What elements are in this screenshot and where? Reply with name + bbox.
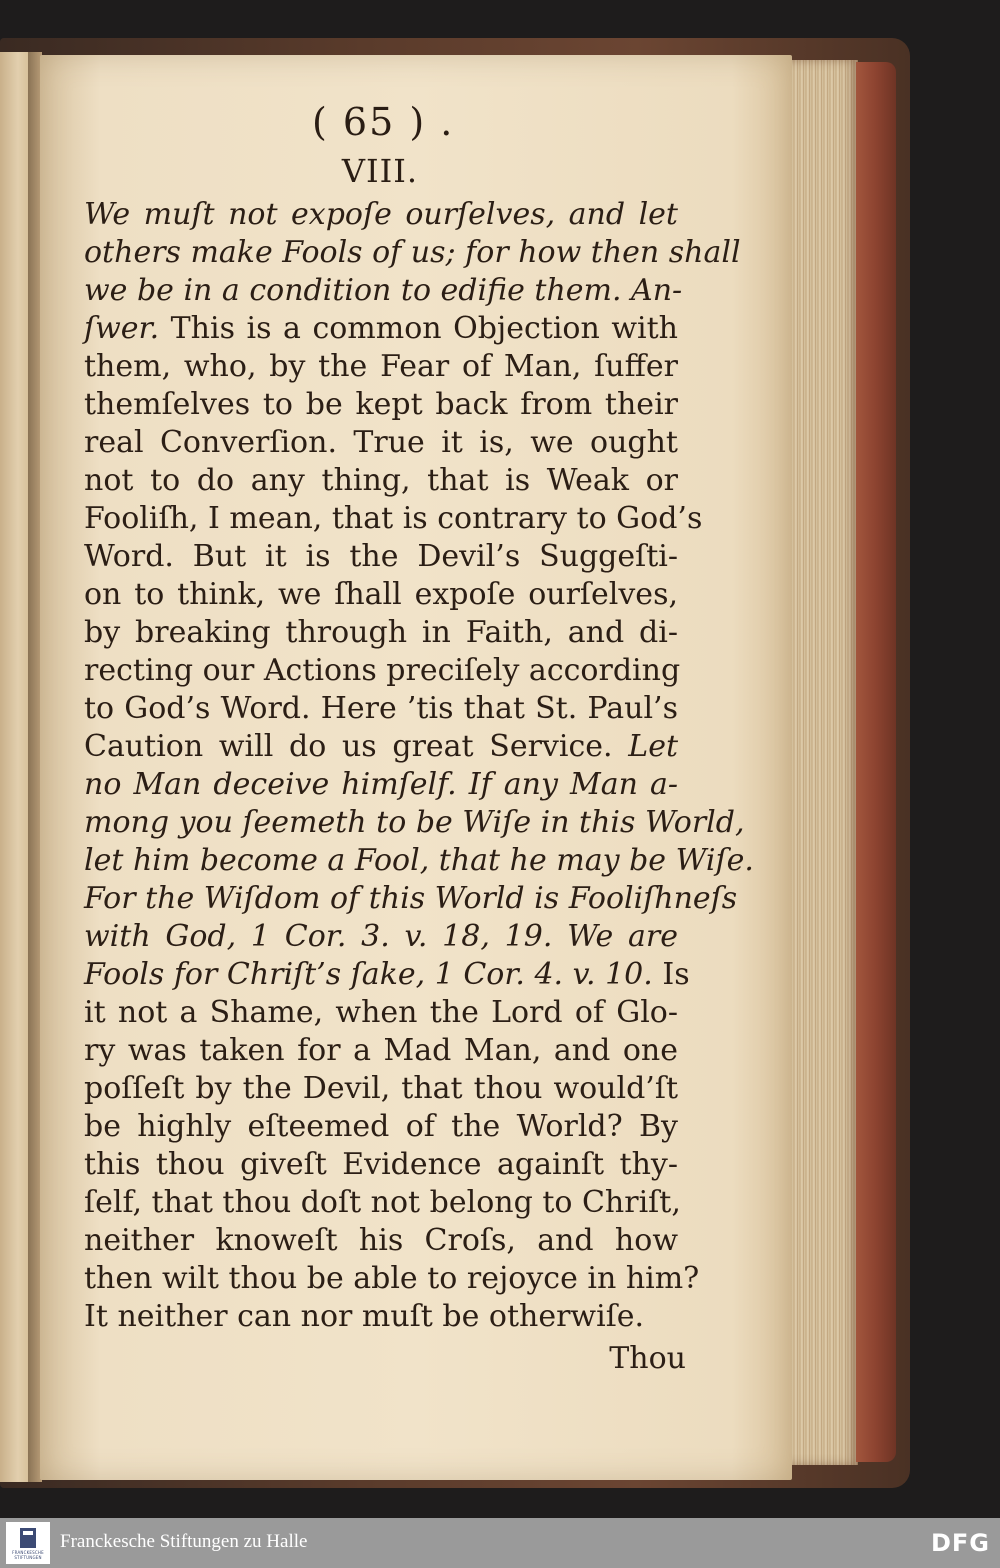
- text-line: Fooliſh, I mean, that is contrary to God’s: [84, 501, 703, 536]
- text-line: this thou giveſt Evidence againſt thy-: [84, 1147, 678, 1182]
- text-line: not to do any thing, that is Weak or: [84, 463, 678, 498]
- text-line: then wilt thou be able to rejoyce in him?: [84, 1261, 700, 1296]
- text-line: themſelves to be kept back from their: [84, 387, 678, 422]
- library-logo-text: FRANCKESCHE STIFTUNGEN: [12, 1550, 44, 1560]
- text-line: it not a Shame, when the Lord of Glo-: [84, 995, 678, 1030]
- roman-span: Caution will do us great Service.: [84, 729, 613, 764]
- text-line: [84, 728, 678, 766]
- section-heading: VIII.: [341, 152, 419, 190]
- italic-span: Fools for Chriſt’s ſake, 1 Cor. 4. v. 10.: [84, 957, 653, 992]
- italic-span: ſwer.: [84, 311, 160, 346]
- text-line: mong you ſeemeth to be Wiſe in this World,: [84, 805, 745, 840]
- text-line: be highly eſteemed of the World? By: [84, 1109, 678, 1144]
- roman-span: This is a common Objection with: [170, 311, 678, 346]
- text-line: others make Fools of us; for how then shall: [84, 235, 741, 270]
- text-line: [84, 310, 678, 348]
- text-line: It neither can nor muſt be otherwiſe.: [84, 1299, 645, 1334]
- dfg-logo[interactable]: DFG: [930, 1529, 990, 1557]
- text-line: We muſt not expoſe ourſelves, and let: [84, 197, 678, 232]
- text-line: ry was taken for a Mad Man, and one: [84, 1033, 678, 1068]
- roman-span: Is: [662, 957, 690, 992]
- text-line: neither knoweſt his Croſs, and how: [84, 1223, 678, 1258]
- text-line: [84, 956, 690, 994]
- institution-name: Franckesche Stiftungen zu Halle: [60, 1531, 308, 1552]
- text-line: no Man deceive himſelf. If any Man a-: [84, 767, 678, 802]
- red-fore-edge: [856, 62, 896, 1462]
- text-line: to God’s Word. Here ’tis that St. Paul’s: [84, 691, 678, 726]
- page-fore-edges: [786, 60, 858, 1465]
- library-logo[interactable]: [6, 1522, 50, 1564]
- library-emblem-icon: [20, 1528, 36, 1548]
- text-line: by breaking through in Faith, and di-: [84, 615, 678, 650]
- text-line: let him become a Fool, that he may be Wiſe.: [84, 843, 754, 878]
- text-line: ſelf, that thou doſt not belong to Chriſt,: [84, 1185, 681, 1220]
- left-page-edge: [0, 52, 30, 1482]
- text-line: we be in a condition to edifie them. An-: [84, 273, 683, 308]
- text-line: them, who, by the Fear of Man, ſuffer: [84, 349, 678, 384]
- footer-bar: [0, 1518, 1000, 1568]
- text-line: For the Wiſdom of this World is Fooliſhneſs: [84, 881, 738, 916]
- text-line: poſſeſt by the Devil, that thou would’ſt: [84, 1071, 678, 1106]
- text-line: recting our Actions preciſely according: [84, 653, 681, 688]
- text-line: real Converſion. True it is, we ought: [84, 425, 678, 460]
- italic-span: Let: [628, 729, 678, 764]
- text-line: with God, 1 Cor. 3. v. 18, 19. We are: [84, 919, 678, 954]
- text-line: on to think, we ſhall expoſe ourſelves,: [84, 577, 678, 612]
- text-line: Word. But it is the Devil’s Suggeſti-: [84, 539, 678, 574]
- page-number: ( 65 ) .: [312, 100, 455, 144]
- catchword: Thou: [609, 1341, 686, 1376]
